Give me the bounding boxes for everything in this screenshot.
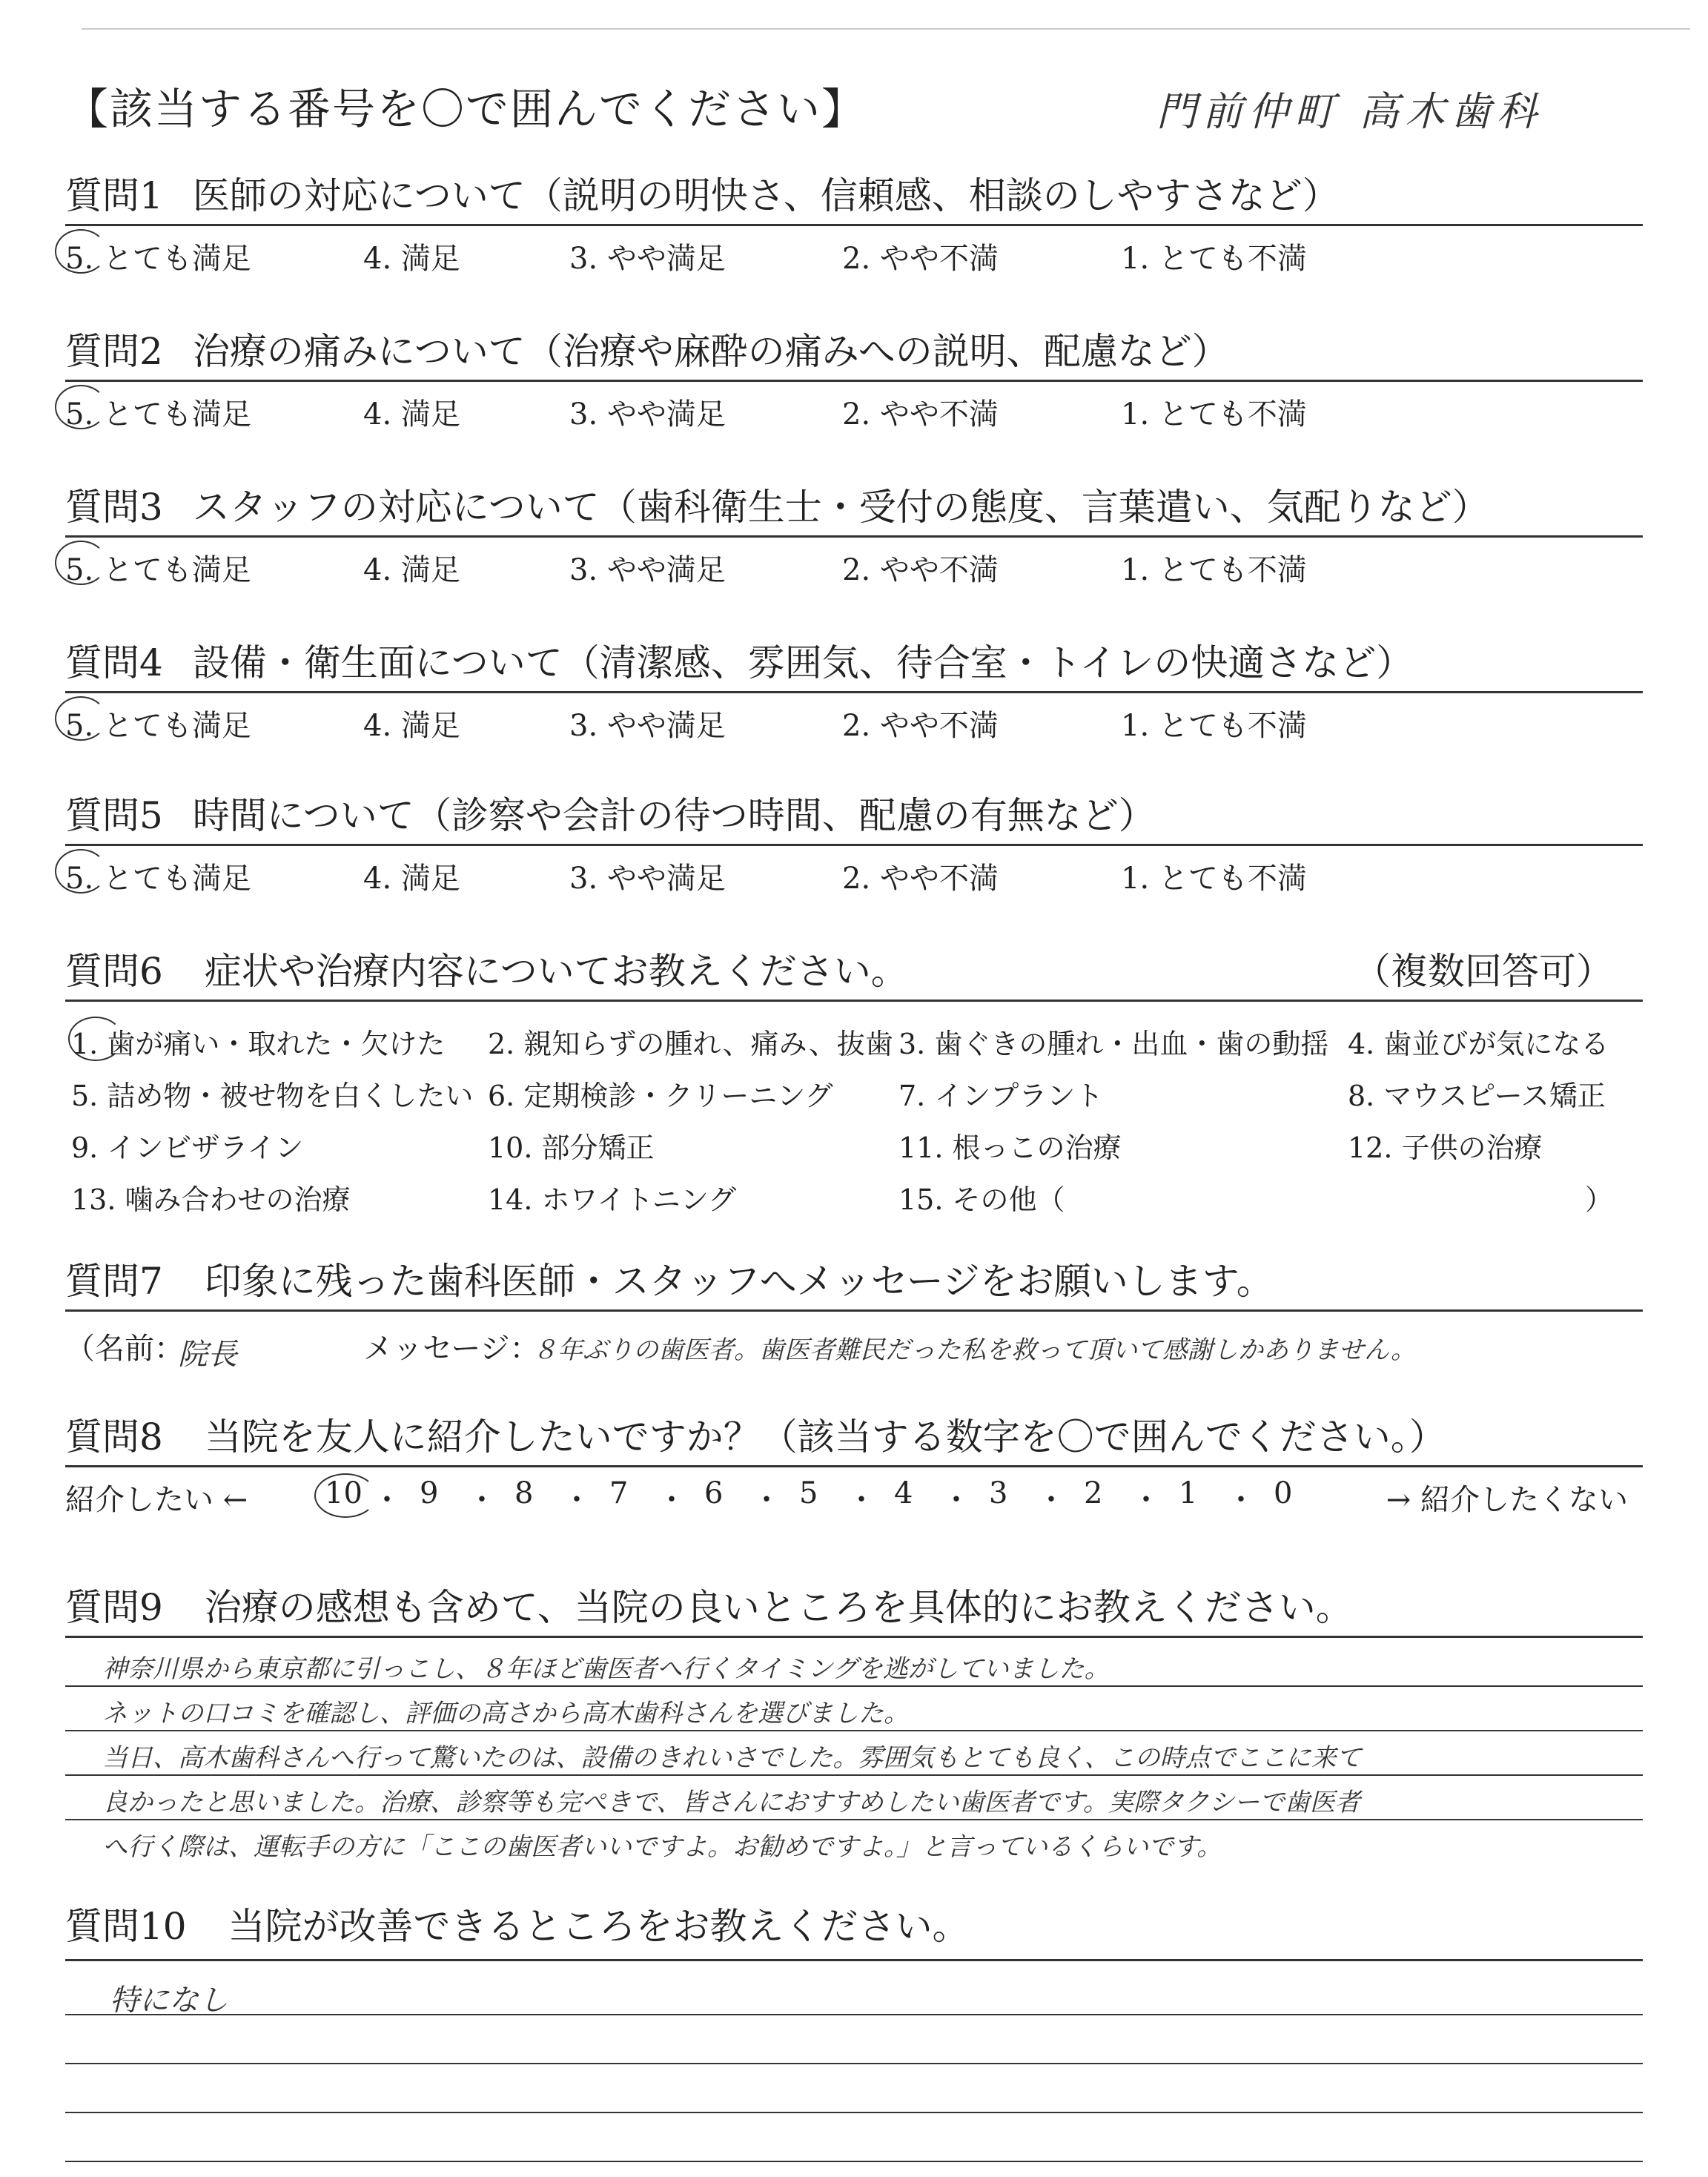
- q9-answer-line-2: ネットの口コミを確認し、評価の高さから高木歯科さんを選びました。: [102, 1699, 909, 1728]
- question-5: [65, 787, 1643, 898]
- q10-rule-4: [65, 2112, 1643, 2113]
- q10-answer: 特になし: [110, 1983, 228, 2018]
- q8-separator: ・: [752, 1483, 781, 1517]
- q8-separator: ・: [847, 1483, 876, 1517]
- q4-option-4[interactable]: 4. 満足: [363, 709, 460, 743]
- q10-answer-area: [65, 1955, 1643, 2177]
- q9-answer-rule: [65, 1685, 1643, 1687]
- q6-option-15[interactable]: 15. その他（: [898, 1183, 1065, 1216]
- q8-score-1[interactable]: 1: [1179, 1476, 1198, 1510]
- q6-option-11[interactable]: 11. 根っこの治療: [898, 1132, 1122, 1164]
- q5-option-5[interactable]: 5. とても満足: [65, 862, 251, 896]
- q9-answer-line-1: 神奈川県から東京都に引っこし、８年ほど歯医者へ行くタイミングを逃がしていました。: [102, 1654, 1110, 1684]
- q6-option-3[interactable]: 3. 歯ぐきの腫れ・出血・歯の動揺: [898, 1028, 1329, 1060]
- q5-option-2[interactable]: 2. やや不満: [842, 862, 999, 896]
- q10-text: 当院が改善できるところをお教えください。: [228, 1905, 970, 1948]
- q10-rule-2: [65, 2014, 1643, 2015]
- q9-number: 質問9: [65, 1586, 163, 1629]
- q4-options: [65, 693, 1643, 745]
- q3-option-2[interactable]: 2. やや不満: [842, 553, 999, 587]
- q8-score-4[interactable]: 4: [894, 1476, 913, 1510]
- q7-name-label: （名前：: [65, 1332, 184, 1366]
- q5-text: 時間について（診察や会計の待つ時間、配慮の有無など）: [192, 794, 1156, 837]
- q8-separator: ・: [467, 1483, 497, 1517]
- question-6: [65, 943, 1643, 1216]
- q6-option-2[interactable]: 2. 親知らずの腫れ、痛み、抜歯: [488, 1028, 893, 1060]
- q9-answer-rule: [65, 1819, 1643, 1820]
- q10-number: 質問10: [65, 1905, 187, 1948]
- q3-option-3[interactable]: 3. やや満足: [569, 553, 726, 587]
- question-8: [65, 1409, 1643, 1527]
- q6-option-12[interactable]: 12. 子供の治療: [1348, 1132, 1543, 1164]
- q8-separator: ・: [372, 1483, 402, 1517]
- q2-number: 質問2: [65, 330, 163, 373]
- q5-option-4[interactable]: 4. 満足: [363, 862, 460, 896]
- q4-selected-circle: [55, 696, 107, 741]
- q8-separator: ・: [1036, 1483, 1066, 1517]
- clinic-name-handwritten: 門前仲町 高木歯科: [1156, 88, 1543, 135]
- q3-option-1[interactable]: 1. とても不満: [1121, 553, 1307, 587]
- q10-rule-3: [65, 2063, 1643, 2064]
- q9-answer-rule: [65, 1774, 1643, 1776]
- q8-score-9[interactable]: 9: [420, 1476, 439, 1510]
- q10-rule-5: [65, 2161, 1643, 2162]
- top-border: [82, 28, 1690, 30]
- q1-option-4[interactable]: 4. 満足: [363, 242, 460, 276]
- q8-number: 質問8: [65, 1415, 163, 1459]
- q1-text: 医師の対応について（説明の明快さ、信頼感、相談のしやすさなど）: [192, 174, 1340, 217]
- q8-right-label: → 紹介したくない: [1386, 1483, 1628, 1517]
- q2-option-4[interactable]: 4. 満足: [363, 397, 460, 432]
- q4-option-3[interactable]: 3. やや満足: [569, 709, 726, 743]
- q6-option-5[interactable]: 5. 詰め物・被せ物を白くしたい: [71, 1080, 474, 1112]
- q8-separator: ・: [562, 1483, 592, 1517]
- q9-text: 治療の感想も含めて、当院の良いところを具体的にお教えください。: [204, 1586, 1353, 1629]
- q8-scale: [65, 1467, 1643, 1527]
- q7-number: 質問7: [65, 1260, 163, 1303]
- q3-option-5[interactable]: 5. とても満足: [65, 553, 251, 587]
- q6-option-1[interactable]: 1. 歯が痛い・取れた・欠けた: [71, 1028, 446, 1060]
- question-4: [65, 635, 1643, 745]
- question-7: [65, 1253, 1643, 1371]
- q1-option-1[interactable]: 1. とても不満: [1121, 242, 1307, 276]
- q7-message-value: ８年ぶりの歯医者。歯医者難民だった私を救って頂いて感謝しかありません。: [532, 1335, 1417, 1365]
- q2-selected-circle: [55, 385, 107, 429]
- q8-score-10[interactable]: 10: [325, 1476, 363, 1510]
- q7-name-value: 院長: [178, 1338, 237, 1372]
- q5-option-3[interactable]: 3. やや満足: [569, 862, 726, 896]
- q2-options: [65, 382, 1643, 434]
- q6-number: 質問6: [65, 950, 163, 993]
- q6-option-7[interactable]: 7. インプラント: [898, 1080, 1104, 1112]
- q2-option-3[interactable]: 3. やや満足: [569, 397, 726, 432]
- q8-score-3[interactable]: 3: [989, 1476, 1008, 1510]
- q3-selected-circle: [55, 541, 107, 585]
- q4-number: 質問4: [65, 641, 163, 684]
- q5-option-1[interactable]: 1. とても不満: [1121, 862, 1307, 896]
- q8-score-0[interactable]: 0: [1274, 1476, 1293, 1510]
- q9-answer-rule: [65, 1730, 1643, 1731]
- q1-option-5[interactable]: 5. とても満足: [65, 242, 251, 276]
- q4-text: 設備・衛生面について（清潔感、雰囲気、待合室・トイレの快適さなど）: [192, 641, 1414, 684]
- question-10: [65, 1898, 1643, 2177]
- q6-option-14[interactable]: 14. ホワイトニング: [488, 1183, 737, 1216]
- q1-selected-circle: [55, 229, 107, 274]
- q1-option-3[interactable]: 3. やや満足: [569, 242, 726, 276]
- q8-score-7[interactable]: 7: [609, 1476, 629, 1510]
- q9-answer-line-3: 当日、高木歯科さんへ行って驚いたのは、設備のきれいさでした。雰囲気もとても良く、この時点でここに来て: [102, 1743, 1362, 1773]
- question-2: [65, 323, 1643, 434]
- q6-option-8[interactable]: 8. マウスピース矯正: [1348, 1080, 1606, 1112]
- q6-option-6[interactable]: 6. 定期検診・クリーニング: [488, 1080, 833, 1112]
- q6-option-4[interactable]: 4. 歯並びが気になる: [1348, 1028, 1609, 1060]
- q6-note: （複数回答可）: [1354, 950, 1613, 993]
- q8-separator: ・: [1226, 1483, 1256, 1517]
- q2-option-1[interactable]: 1. とても不満: [1121, 397, 1307, 432]
- q6-option-16: ）: [1584, 1183, 1613, 1216]
- q7-text: 印象に残った歯科医師・スタッフへメッセージをお願いします。: [204, 1260, 1274, 1303]
- q8-score-8[interactable]: 8: [514, 1476, 534, 1510]
- q3-option-4[interactable]: 4. 満足: [363, 553, 460, 587]
- question-3: [65, 479, 1643, 589]
- q8-left-label: 紹介したい ←: [65, 1483, 248, 1517]
- q8-score-5[interactable]: 5: [799, 1476, 818, 1510]
- q3-options: [65, 538, 1643, 589]
- q8-text: 当院を友人に紹介したいですか？（該当する数字を〇で囲んでください。）: [204, 1415, 1446, 1459]
- q8-separator: ・: [1131, 1483, 1161, 1517]
- q9-answer: [65, 1638, 1643, 1875]
- q5-options: [65, 846, 1643, 898]
- q6-option-13[interactable]: 13. 噛み合わせの治療: [71, 1183, 351, 1216]
- q6-options: [65, 1002, 1643, 1216]
- q7-message-line: [65, 1312, 1643, 1371]
- q5-number: 質問5: [65, 794, 163, 837]
- q6-option-10[interactable]: 10. 部分矯正: [488, 1132, 655, 1164]
- q7-message-label: メッセージ：: [363, 1332, 540, 1366]
- q9-answer-line-4: 良かったと思いました。治療、診察等も完ぺきで、皆さんにおすすめしたい歯医者です。実際タクシーで歯医者: [102, 1788, 1360, 1817]
- q4-option-2[interactable]: 2. やや不満: [842, 709, 999, 743]
- page-title: 【該当する番号を〇で囲んでください】: [65, 84, 867, 134]
- question-9: [65, 1579, 1643, 1875]
- q2-option-2[interactable]: 2. やや不満: [842, 397, 999, 432]
- q6-text: 症状や治療内容についてお教えください。: [204, 950, 908, 993]
- q3-number: 質問3: [65, 486, 163, 529]
- q8-score-6[interactable]: 6: [704, 1476, 724, 1510]
- q2-text: 治療の痛みについて（治療や麻酔の痛みへの説明、配慮など）: [192, 330, 1229, 373]
- q1-number: 質問1: [65, 174, 163, 217]
- q4-option-1[interactable]: 1. とても不満: [1121, 709, 1307, 743]
- q8-separator: ・: [657, 1483, 686, 1517]
- q3-text: スタッフの対応について（歯科衛生士・受付の態度、言葉遣い、気配りなど）: [192, 486, 1489, 529]
- q4-option-5[interactable]: 5. とても満足: [65, 709, 251, 743]
- q10-rule-1: [65, 1959, 1643, 1961]
- q5-selected-circle: [55, 849, 107, 893]
- q6-option-9[interactable]: 9. インビザライン: [71, 1132, 304, 1164]
- q9-answer-line-5: へ行く際は、運転手の方に「ここの歯医者いいですよ。お勧めですよ。」と言っているくらいです。: [102, 1832, 1222, 1862]
- question-1: [65, 168, 1643, 278]
- q8-separator: ・: [941, 1483, 971, 1517]
- q1-option-2[interactable]: 2. やや不満: [842, 242, 999, 276]
- q1-options: [65, 226, 1643, 278]
- q8-score-2[interactable]: 2: [1084, 1476, 1103, 1510]
- q2-option-5[interactable]: 5. とても満足: [65, 397, 251, 432]
